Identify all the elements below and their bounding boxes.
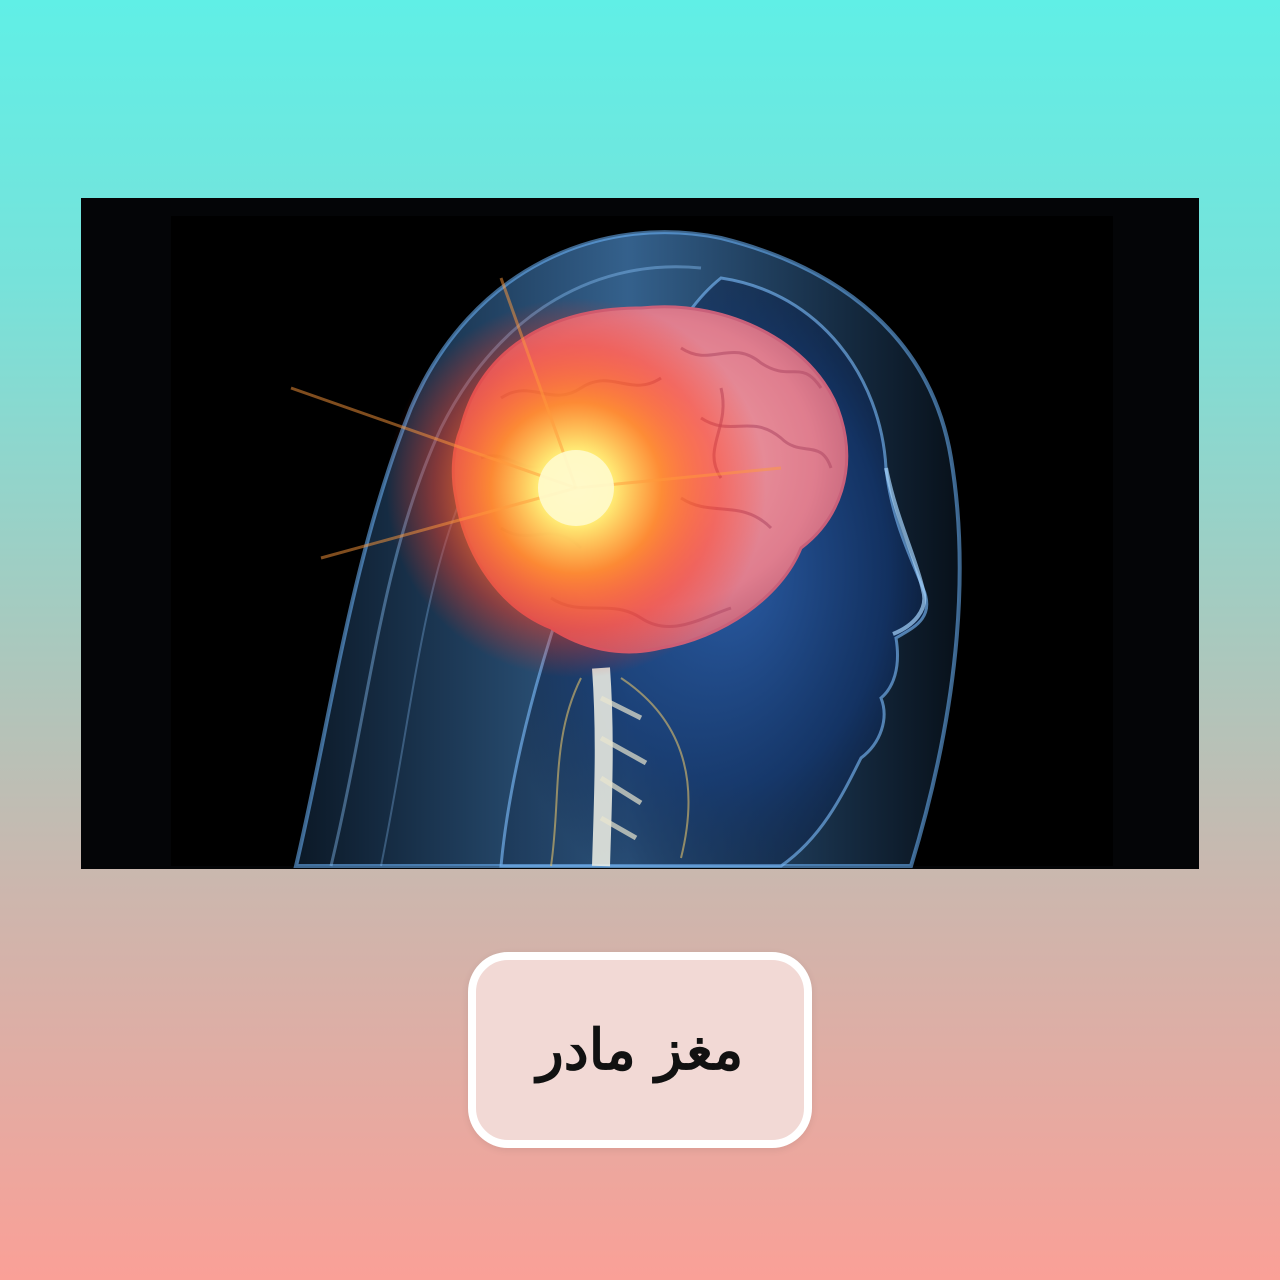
caption-text: مغز مادر: [536, 1017, 744, 1083]
brain-illustration: [81, 198, 1199, 869]
caption-box: [468, 952, 812, 1148]
